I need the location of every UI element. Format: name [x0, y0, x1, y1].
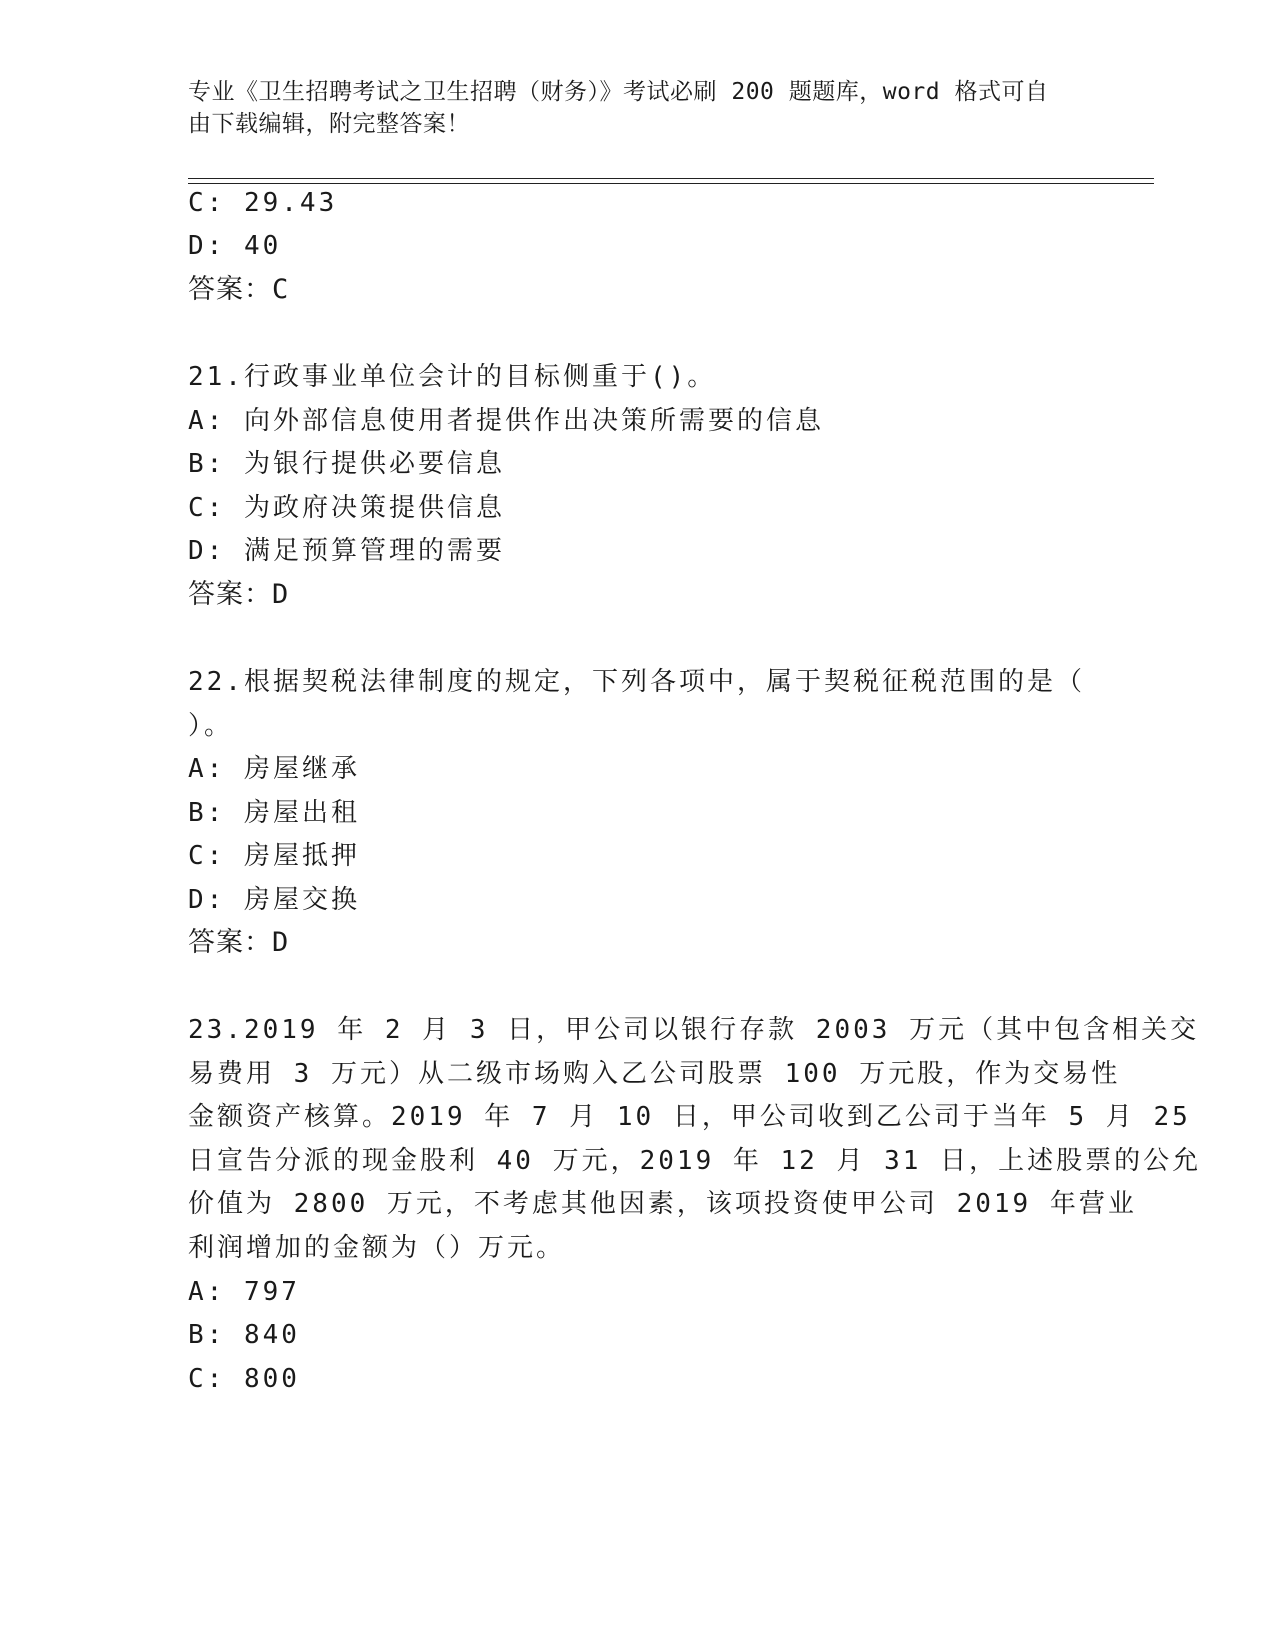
- q23-option-b: B: 840: [188, 1320, 300, 1350]
- header-line-1: 专业《卫生招聘考试之卫生招聘（财务）》考试必刷 200 题题库，word 格式可自: [188, 79, 1049, 105]
- q22-option-a: A: 房屋继承: [188, 754, 360, 784]
- q21-answer: 答案：D: [188, 579, 290, 610]
- header-divider-top: [188, 178, 1154, 179]
- prev-option-c: C: 29.43: [188, 188, 338, 218]
- q23-question-line-1: 23.2019 年 2 月 3 日，甲公司以银行存款 2003 万元（其中包含相关交: [188, 1015, 1200, 1045]
- q21-option-a: A: 向外部信息使用者提供作出决策所需要的信息: [188, 406, 824, 436]
- q22-option-b: B: 房屋出租: [188, 798, 360, 828]
- q22-question-line-2: ）。: [188, 711, 234, 741]
- q21-question: 21.行政事业单位会计的目标侧重于()。: [188, 362, 717, 392]
- prev-answer: 答案：C: [188, 274, 290, 305]
- q21-option-b: B: 为银行提供必要信息: [188, 449, 505, 479]
- q22-question-line-1: 22.根据契税法律制度的规定，下列各项中，属于契税征税范围的是（: [188, 667, 1085, 697]
- prev-option-d: D: 40: [188, 231, 282, 261]
- q22-option-c: C: 房屋抵押: [188, 841, 360, 871]
- q23-question-line-5: 价值为 2800 万元，不考虑其他因素，该项投资使甲公司 2019 年营业: [188, 1189, 1137, 1219]
- q23-option-a: A: 797: [188, 1277, 300, 1307]
- q23-question-line-4: 日宣告分派的现金股利 40 万元，2019 年 12 月 31 日，上述股票的公允: [188, 1146, 1202, 1176]
- header-line-2: 由下载编辑，附完整答案！: [188, 111, 470, 137]
- q22-option-d: D: 房屋交换: [188, 885, 360, 915]
- q23-option-c: C: 800: [188, 1364, 300, 1394]
- q23-question-line-6: 利润增加的金额为（）万元。: [188, 1233, 566, 1263]
- q21-option-c: C: 为政府决策提供信息: [188, 493, 505, 523]
- q21-option-d: D: 满足预算管理的需要: [188, 536, 505, 566]
- q22-answer: 答案：D: [188, 927, 290, 958]
- document-header: [188, 76, 1068, 140]
- q23-question-line-3: 金额资产核算。2019 年 7 月 10 日，甲公司收到乙公司于当年 5 月 25: [188, 1102, 1191, 1132]
- header-divider-bottom: [188, 183, 1154, 184]
- q23-question-line-2: 易费用 3 万元）从二级市场购入乙公司股票 100 万元股，作为交易性: [188, 1059, 1121, 1089]
